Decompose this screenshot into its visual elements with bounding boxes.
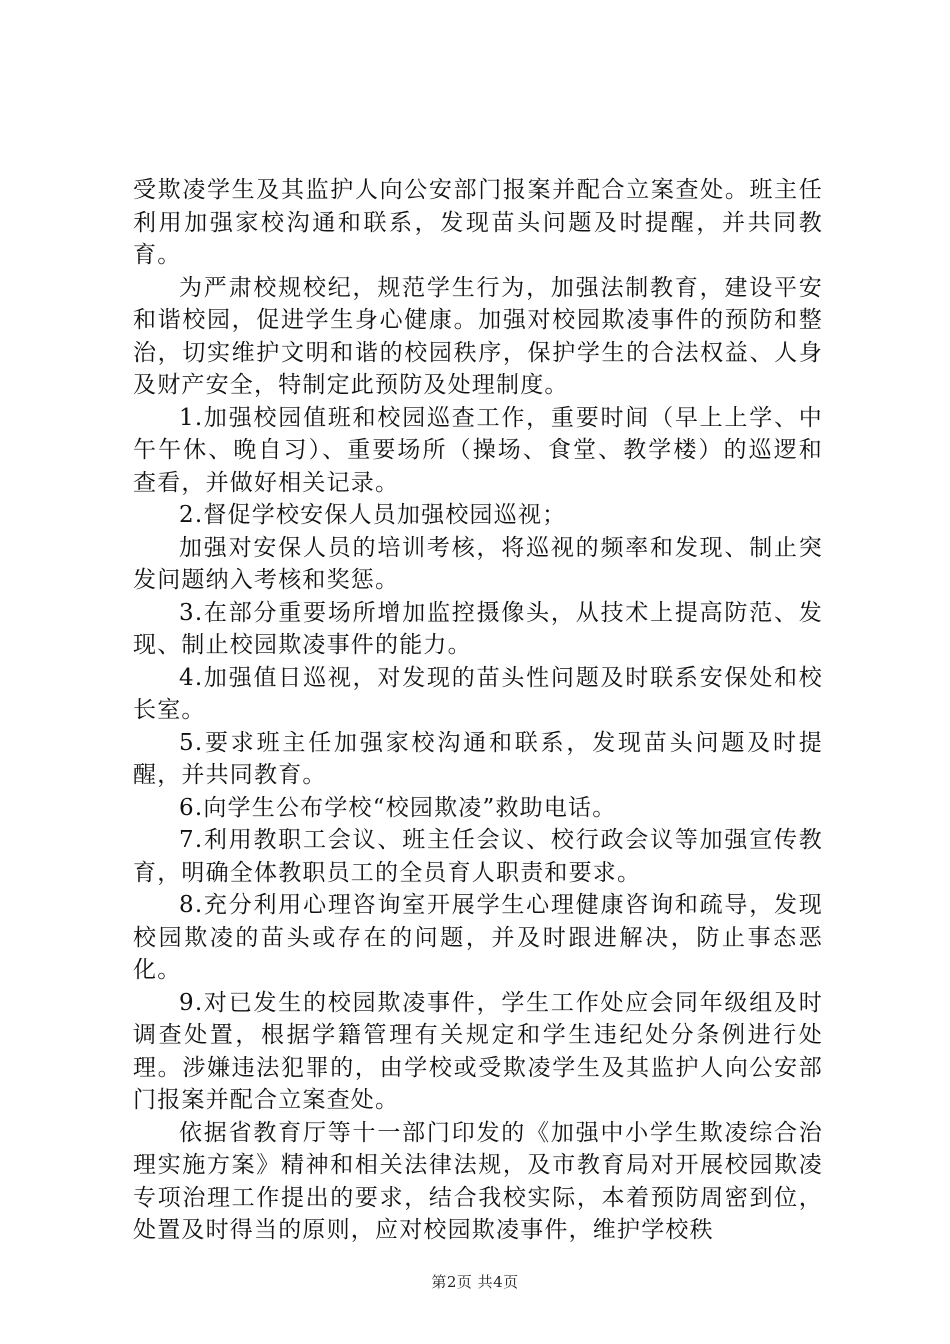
paragraph: 为严肃校规校纪，规范学生行为，加强法制教育，建设平安和谐校园，促进学生身心健康。加强对校园欺凌事件的预防和整治，切实维护文明和谐的校园秩序，保护学生的合法权益、人身及财产安全，特制定此预防及处理制度。 bbox=[133, 274, 823, 398]
paragraph: 加强对安保人员的培训考核，将巡视的频率和发现、制止突发问题纳入考核和奖惩。 bbox=[133, 534, 823, 593]
paragraph: 3.在部分重要场所增加监控摄像头，从技术上提高防范、发现、制止校园欺凌事件的能力。 bbox=[133, 599, 823, 658]
paragraph: 1.加强校园值班和校园巡查工作，重要时间（早上上学、中午午休、晚自习）、重要场所（操场、食堂、教学楼）的巡逻和查看，并做好相关记录。 bbox=[133, 404, 823, 496]
paragraph: 6.向学生公布学校“校园欺凌”救助电话。 bbox=[179, 794, 617, 821]
paragraph: 受欺凌学生及其监护人向公安部门报案并配合立案查处。班主任利用加强家校沟通和联系，发现苗头问题及时提醒，并共同教育。 bbox=[133, 177, 823, 268]
paragraph: 9.对已发生的校园欺凌事件，学生工作处应会同年级组及时调查处置，根据学籍管理有关规定和学生违纪处分条例进行处理。涉嫌违法犯罪的，由学校或受欺凌学生及其监护人向公安部门报案并配合立案查处。 bbox=[133, 989, 823, 1113]
paragraph: 依据省教育厅等十一部门印发的《加强中小学生欺凌综合治理实施方案》精神和相关法律法规，及市教育局对开展校园欺凌专项治理工作提出的要求，结合我校实际，本着预防周密到位，处置及时得当的原则，应对校园欺凌事件，维护学校秩 bbox=[133, 1119, 823, 1243]
paragraph: 7.利用教职工会议、班主任会议、校行政会议等加强宣传教育，明确全体教职员工的全员育人职责和要求。 bbox=[133, 827, 823, 886]
paragraph: 2.督促学校安保人员加强校园巡视； bbox=[179, 502, 567, 528]
document-body bbox=[133, 174, 823, 1247]
paragraph: 5.要求班主任加强家校沟通和联系，发现苗头问题及时提醒，并共同教育。 bbox=[133, 729, 823, 788]
paragraph: 4.加强值日巡视，对发现的苗头性问题及时联系安保处和校长室。 bbox=[133, 664, 823, 723]
paragraph: 8.充分利用心理咨询室开展学生心理健康咨询和疏导，发现校园欺凌的苗头或存在的问题，并及时跟进解决，防止事态恶化。 bbox=[133, 892, 823, 983]
page-footer: 第2页 共4页 bbox=[431, 1273, 519, 1291]
